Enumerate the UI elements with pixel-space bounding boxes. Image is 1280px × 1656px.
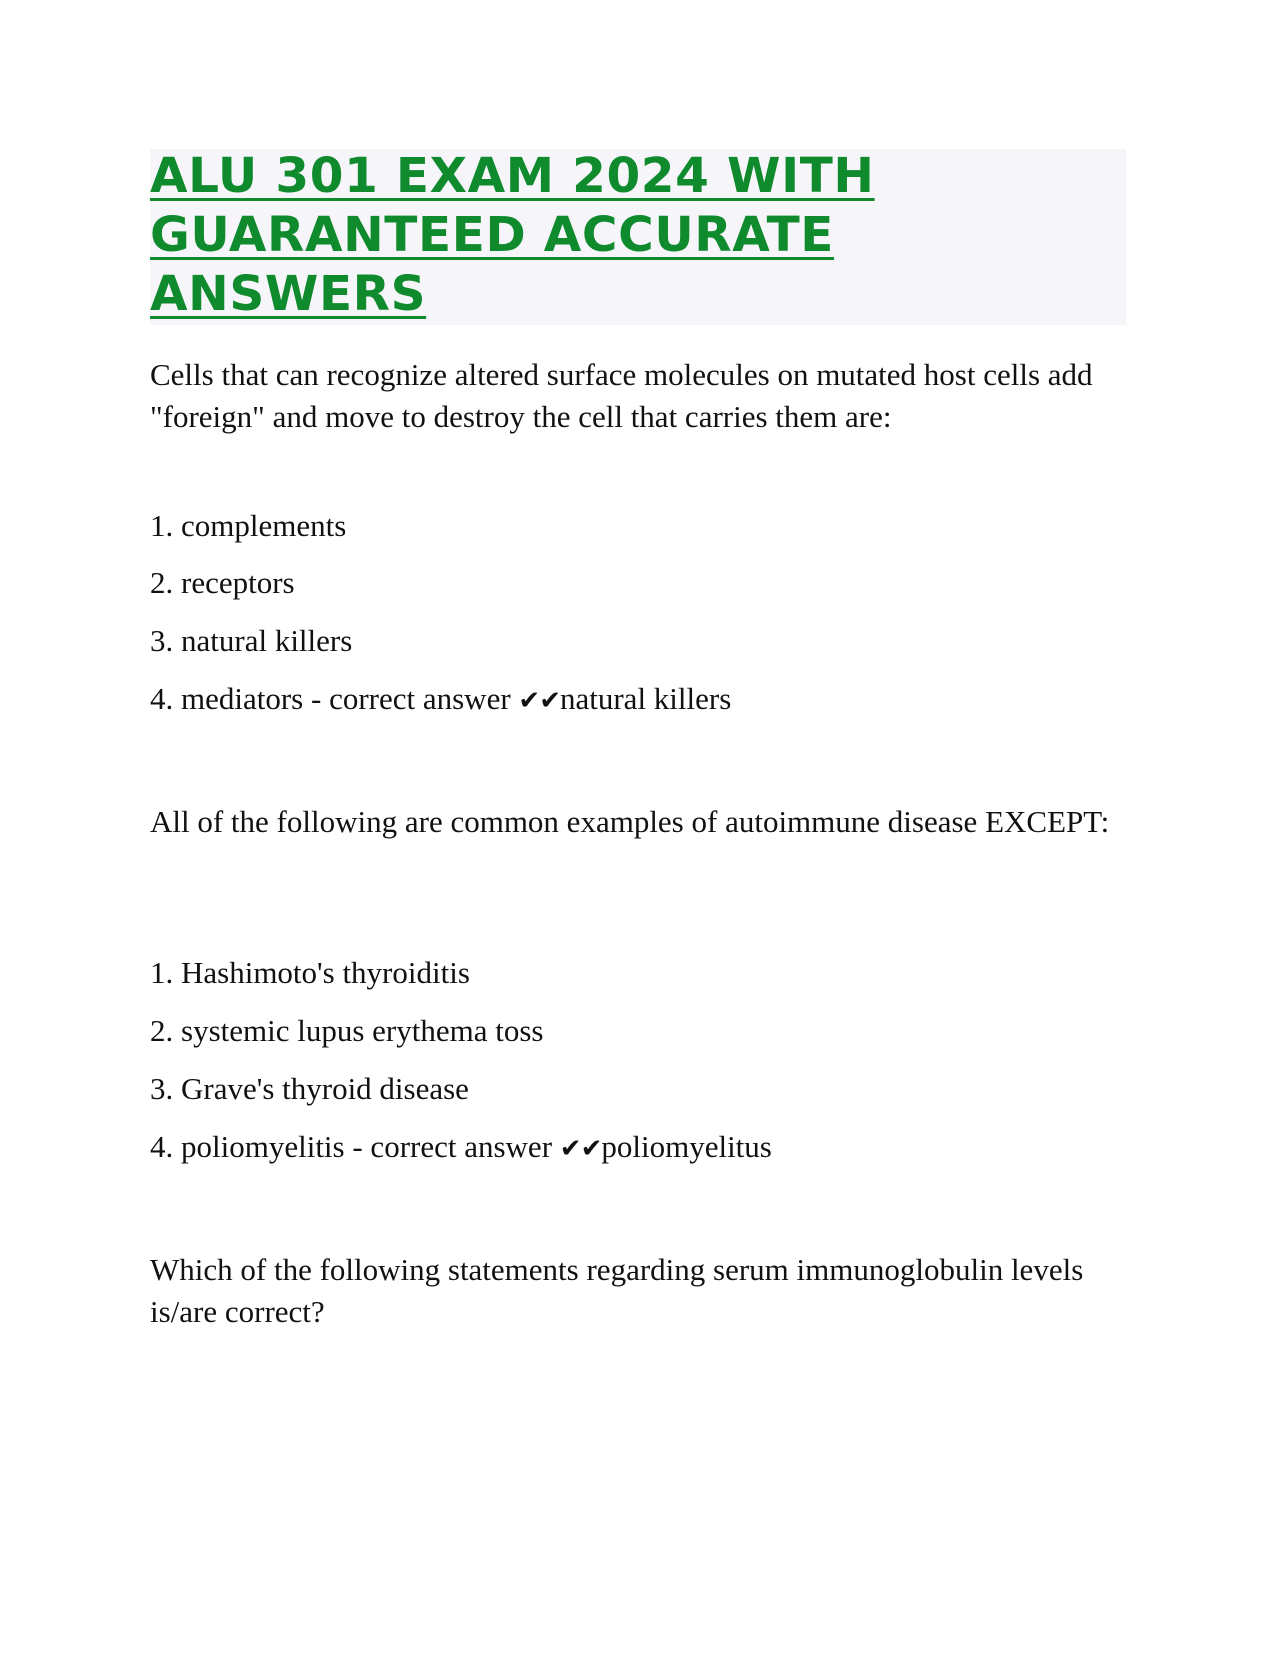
double-checkmark-icon: ✔✔ bbox=[559, 1134, 602, 1164]
question-2-option-3: 3. Grave's thyroid disease bbox=[150, 1071, 469, 1106]
correct-answer: natural killers bbox=[559, 681, 732, 716]
question-1-option-3: 3. natural killers bbox=[150, 623, 353, 658]
question-2-option-4 bbox=[150, 1127, 772, 1169]
question-1-option-4 bbox=[150, 679, 731, 721]
option-label: 4. poliomyelitis - correct answer bbox=[150, 1129, 560, 1164]
question-1-option-2: 2. receptors bbox=[150, 565, 295, 600]
document-title bbox=[150, 147, 1126, 324]
question-1-text: Cells that can recognize altered surface molecules on mutated host cells add "foreign" and move to destroy the cell that carries them are: bbox=[150, 357, 1093, 434]
double-checkmark-icon: ✔✔ bbox=[518, 686, 560, 716]
title-line-3: ANSWERS bbox=[150, 266, 427, 322]
title-line-2: GUARANTEED ACCURATE bbox=[150, 207, 835, 263]
question-2-text: All of the following are common examples of autoimmune disease EXCEPT: bbox=[150, 804, 1110, 839]
title-line-1: ALU 301 EXAM 2024 WITH bbox=[150, 148, 875, 204]
correct-answer: poliomyelitus bbox=[601, 1129, 772, 1164]
question-3-text: Which of the following statements regarding serum immunoglobulin levels is/are correct? bbox=[150, 1252, 1084, 1329]
question-2-option-2: 2. systemic lupus erythema toss bbox=[150, 1013, 544, 1048]
option-label: 4. mediators - correct answer bbox=[150, 681, 519, 716]
question-2-option-1: 1. Hashimoto's thyroiditis bbox=[150, 955, 470, 990]
question-1-option-1: 1. complements bbox=[150, 508, 347, 543]
